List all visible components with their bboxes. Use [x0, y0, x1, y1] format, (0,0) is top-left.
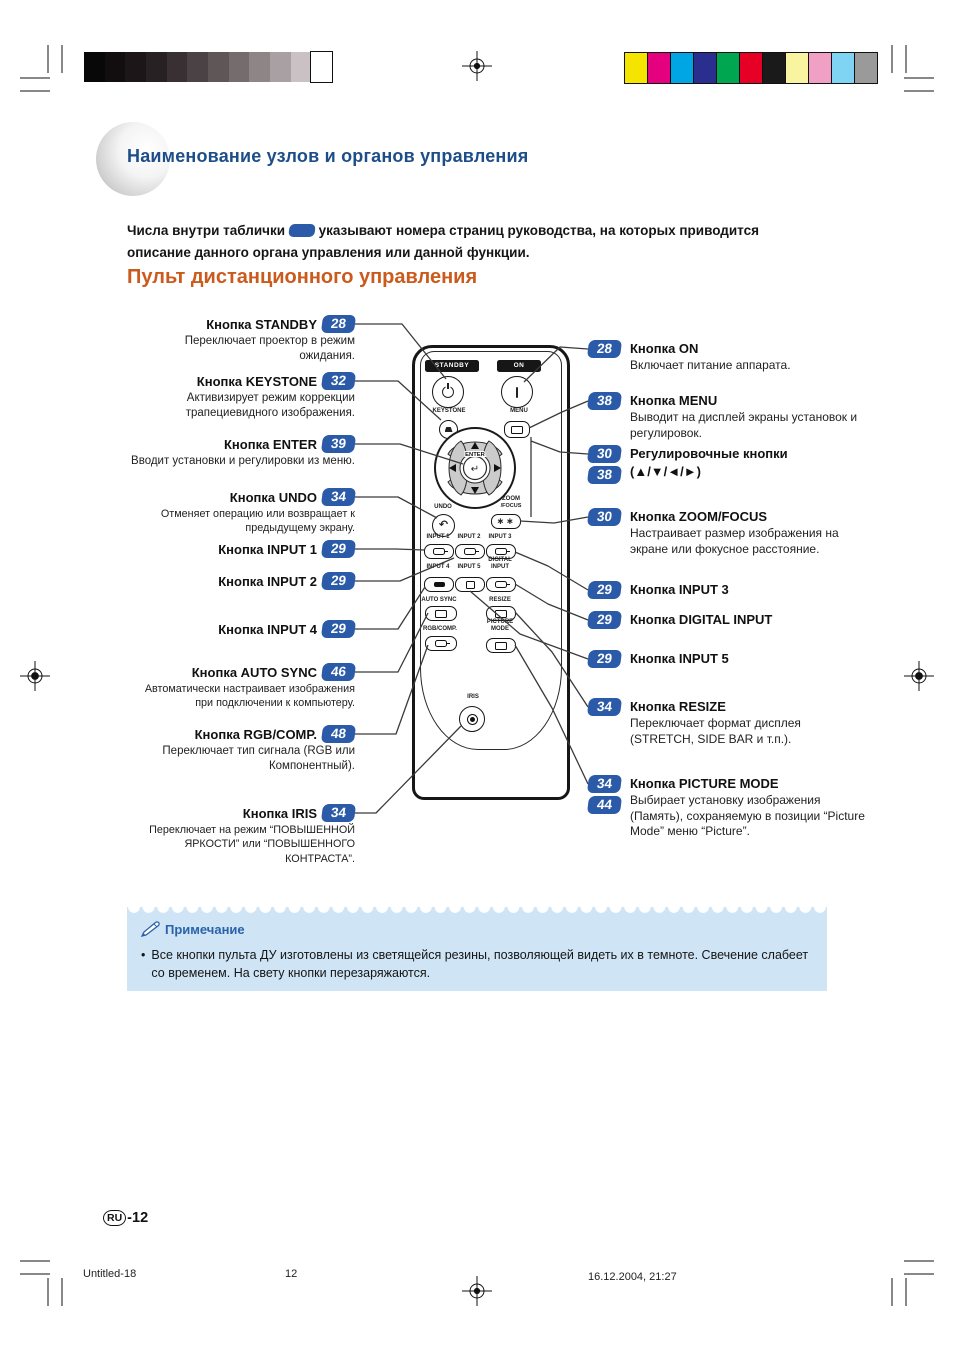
callout-input3 — [588, 581, 868, 599]
page-title: Наименование узлов и органов управления — [127, 146, 529, 166]
callout-desc: Переключает формат дисплея (STRETCH, SIDE BAR и т.п.). — [630, 715, 801, 746]
callout-title: Кнопка ON — [630, 341, 699, 356]
page-badge: 28 — [587, 340, 622, 358]
resize-label: RESIZE — [489, 597, 511, 603]
note-box — [127, 907, 827, 991]
callout-menu — [588, 392, 868, 441]
callout-adjustment-buttons — [588, 445, 868, 484]
digital-input-button — [486, 577, 516, 592]
page-badge: 38 — [587, 392, 622, 410]
page-badge: 34 — [321, 488, 356, 506]
page-badge: 34 — [321, 804, 356, 822]
focus-label: /FOCUS — [500, 503, 522, 509]
callout-title: Кнопка AUTO SYNC — [191, 664, 317, 680]
enter-icon: ↵ — [470, 464, 480, 475]
page-badge: 29 — [321, 620, 356, 638]
page-badge: 46 — [321, 663, 356, 681]
callout-zoom-focus — [588, 508, 868, 557]
plug-icon — [495, 548, 507, 555]
page-badge: 30 — [587, 508, 622, 526]
callout-desc: Отменяет операцию или возвращает к предыдущему экрану. — [160, 508, 355, 535]
callout-title: Кнопка DIGITAL INPUT — [630, 612, 773, 627]
picture-mode-label-line1: PICTURE — [486, 619, 514, 625]
input1-button — [424, 544, 454, 559]
page-badge: 34 — [587, 698, 622, 716]
page-badge: 39 — [321, 435, 356, 453]
on-button — [501, 376, 533, 408]
bullet: • — [141, 948, 146, 962]
input2-label: INPUT 2 — [457, 534, 481, 540]
callout-digital-input — [588, 611, 868, 629]
enter-label: ENTER — [465, 452, 485, 458]
iris-label: IRIS — [467, 694, 479, 700]
power-icon — [442, 386, 454, 398]
callout-undo — [127, 488, 355, 536]
note-body — [141, 947, 809, 982]
page-badge: 29 — [587, 581, 622, 599]
rgb-comp-label: RGB/COMP. — [423, 626, 457, 632]
callout-title: Кнопка INPUT 2 — [218, 573, 317, 589]
page-badge: 30 — [587, 445, 622, 463]
zoom-focus-button — [491, 514, 521, 529]
callout-title: Кнопка RESIZE — [630, 699, 726, 714]
intro-paragraph — [127, 220, 857, 263]
intro-text-before: Числа внутри таблички — [127, 223, 286, 238]
callout-desc: Переключает проектор в режим ожидания. — [184, 335, 355, 363]
callout-resize — [588, 698, 868, 747]
callout-title: Кнопка ENTER — [224, 436, 317, 452]
callout-on — [588, 340, 868, 374]
undo-arrow-icon: ↶ — [438, 519, 449, 531]
callout-input2 — [127, 572, 355, 590]
input3-label: INPUT 3 — [488, 534, 512, 540]
on-key-label: ON — [497, 360, 541, 372]
language-badge: RU — [103, 1210, 126, 1226]
page-badge: 28 — [321, 315, 356, 333]
callout-desc: (▲/▼/◄/►) — [630, 463, 701, 479]
input5-label: INPUT 5 — [457, 564, 481, 570]
registration-mark-left — [20, 661, 50, 691]
callout-iris — [127, 804, 355, 866]
standby-button — [432, 376, 464, 408]
callout-rgb-comp — [127, 725, 355, 774]
undo-label: UNDO — [434, 504, 452, 510]
iris-aperture-icon — [467, 714, 478, 725]
registration-mark-top — [462, 51, 492, 81]
page-badge: 29 — [587, 650, 622, 668]
callout-title: Кнопка STANDBY — [206, 316, 317, 332]
intro-text-after: указывают номера страниц руководства, на которых приводится — [318, 223, 759, 238]
remote-control-illustration — [412, 345, 570, 800]
callout-title: Кнопка INPUT 1 — [218, 541, 317, 557]
pencil-icon — [139, 920, 161, 938]
input4-button — [424, 577, 454, 592]
page-badge: 29 — [587, 611, 622, 629]
callout-desc: Настраивает размер изображения на экране или фокусное расстояние. — [630, 525, 839, 556]
bar-icon — [434, 582, 445, 587]
callout-desc: Автоматически настраивает изображения при подключении к компьютеру. — [144, 683, 355, 710]
callout-title: Кнопка RGB/COMP. — [194, 726, 317, 742]
standby-key-label: STANDBY — [425, 360, 479, 372]
picture-mode-button — [486, 638, 516, 653]
callout-enter — [127, 435, 355, 469]
callout-desc: Переключает на режим “ПОВЫШЕННОЙ ЯРКОСТИ” или “ПОВЫШЕННОГО КОНТРАСТА”. — [149, 824, 355, 865]
callout-keystone — [127, 372, 355, 421]
document-name: Untitled-18 — [83, 1268, 137, 1280]
page-badge: 48 — [321, 725, 356, 743]
on-bar-icon — [516, 387, 518, 398]
callout-desc: Выбирает установку изображения (Память), сохраняемую в позиции “Picture Mode” меню “Picture”. — [630, 792, 865, 839]
intro-text-line2: описание данного органа управления или данной функции. — [127, 244, 530, 260]
callout-title: Кнопка UNDO — [229, 489, 317, 505]
registration-mark-right — [904, 661, 934, 691]
plug-icon — [464, 548, 476, 555]
print-timestamp: 16.12.2004, 21:27 — [588, 1271, 677, 1283]
callout-desc: Включает питание аппарата. — [630, 357, 791, 372]
monitor-icon — [435, 610, 447, 618]
callout-title: Кнопка PICTURE MODE — [630, 776, 779, 791]
callout-desc: Выводит на дисплей экраны установок и регулировок. — [630, 409, 858, 440]
page-number — [103, 1210, 148, 1226]
zoom-focus-icon: ∗∗ — [496, 516, 516, 526]
digital-input-label-line2: INPUT — [491, 564, 509, 570]
registration-mark-bottom — [462, 1276, 492, 1306]
keystone-label: KEYSTONE — [432, 408, 466, 414]
auto-sync-button — [425, 606, 457, 621]
iris-button — [459, 706, 485, 732]
callout-title: Кнопка IRIS — [242, 805, 317, 821]
page-number-text: -12 — [127, 1210, 149, 1226]
section-title: Пульт дистанционного управления — [127, 266, 478, 288]
note-text: Все кнопки пульта ДУ изготовлены из светящейся резины, позволяющей видеть их в темноте. Свечение слабеет со временем. На свету кнопки перезаряжаются. — [151, 948, 809, 980]
picture-icon — [495, 642, 507, 650]
grayscale-calibration-bar — [84, 52, 332, 82]
callout-title: Регулировочные кнопки — [630, 446, 788, 461]
input1-label: INPUT 1 — [426, 534, 450, 540]
page-badge: 29 — [321, 540, 356, 558]
picture-mode-label-line2: MODE — [491, 626, 509, 632]
input5-button — [455, 577, 485, 592]
callout-desc: Переключает тип сигнала (RGB или Компонентный). — [162, 745, 355, 773]
resize-icon — [495, 610, 507, 618]
callout-title: Кнопка INPUT 4 — [218, 621, 317, 637]
callout-auto-sync — [127, 663, 355, 711]
digital-input-label-line1: DIGITAL — [488, 557, 512, 563]
rgb-comp-button — [425, 636, 457, 651]
page-badge: 34 — [587, 775, 622, 793]
plug-icon — [495, 581, 507, 588]
callout-title: Кнопка INPUT 5 — [630, 651, 729, 666]
sheet-number: 12 — [285, 1268, 298, 1280]
page-badge: 29 — [321, 572, 356, 590]
callout-title: Кнопка INPUT 3 — [630, 582, 729, 597]
note-heading-label: Примечание — [165, 921, 245, 937]
input4-label: INPUT 4 — [426, 564, 450, 570]
note-heading — [139, 920, 245, 938]
square-icon — [466, 581, 475, 589]
callout-input1 — [127, 540, 355, 558]
callout-standby — [127, 315, 355, 364]
zoom-label: ZOOM — [502, 496, 520, 502]
menu-label: MENU — [510, 408, 528, 414]
page-badge: 38 — [587, 466, 622, 484]
plug-icon — [435, 640, 447, 647]
callout-picture-mode — [588, 775, 868, 840]
callout-desc: Вводит установки и регулировки из меню. — [131, 455, 355, 467]
callout-desc: Активизирует режим коррекции трапециевидного изображения. — [185, 392, 355, 420]
callout-title: Кнопка MENU — [630, 393, 718, 408]
page-number-badge-sample — [288, 224, 316, 237]
plug-icon — [433, 548, 445, 555]
auto-sync-label: AUTO SYNC — [421, 597, 457, 603]
page-badge: 44 — [587, 796, 622, 814]
callout-input5 — [588, 650, 868, 668]
callout-input4 — [127, 620, 355, 638]
callout-title: Кнопка KEYSTONE — [196, 373, 317, 389]
color-calibration-bar — [624, 52, 878, 84]
callout-title: Кнопка ZOOM/FOCUS — [630, 509, 768, 524]
page-badge: 32 — [321, 372, 356, 390]
